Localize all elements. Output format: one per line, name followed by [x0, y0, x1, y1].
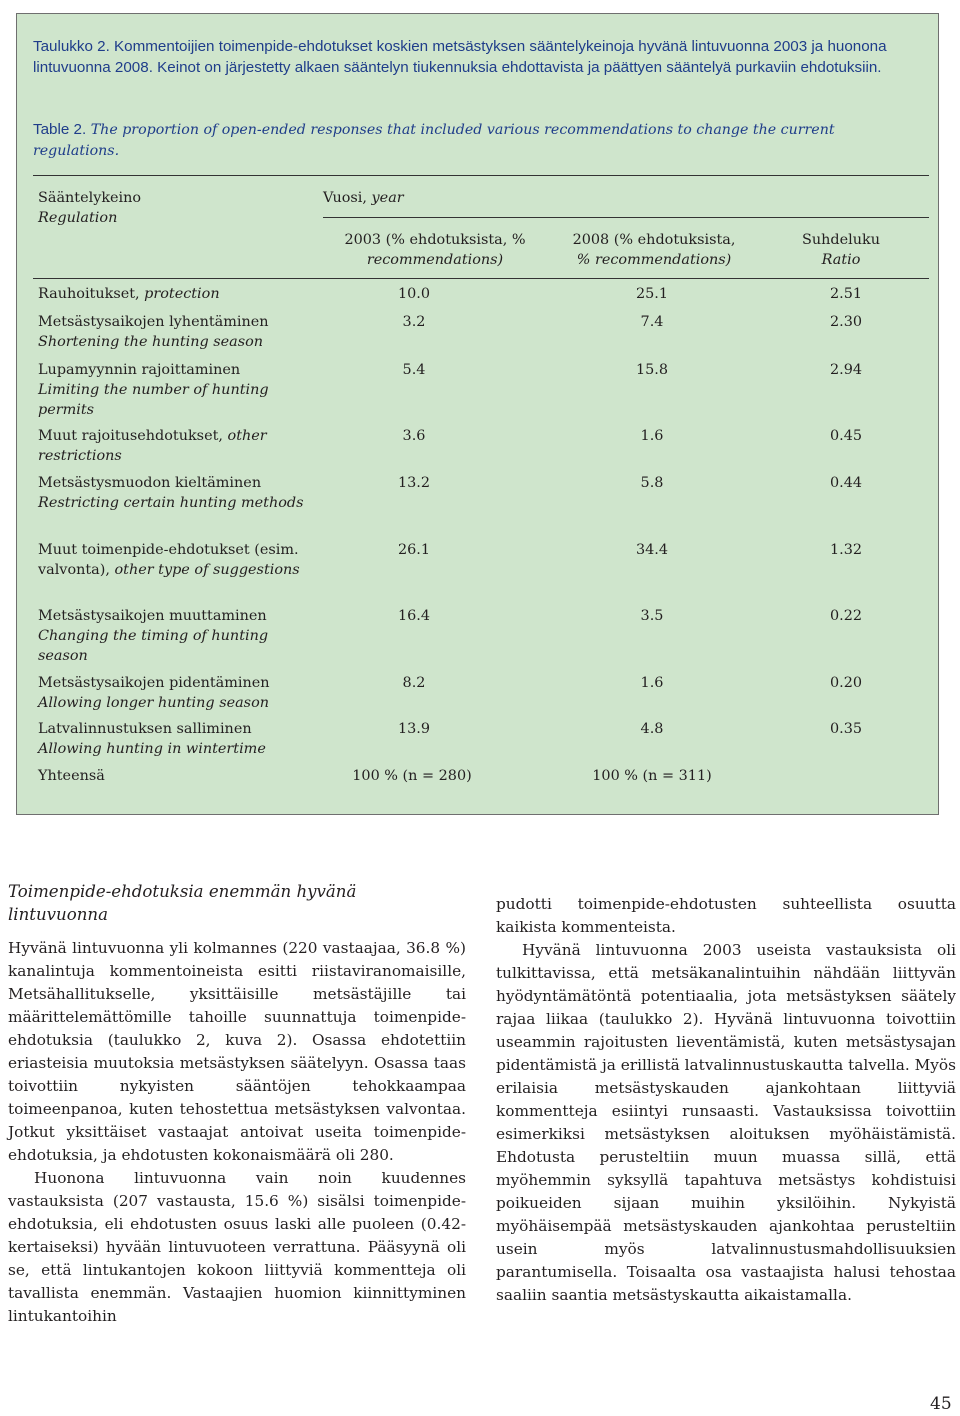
row-label-en: other type of suggestions — [114, 562, 300, 578]
header-2003-line1: 2003 (% ehdotuksista, % — [344, 232, 526, 248]
cell-2008: 25.1 — [635, 286, 669, 302]
body-column-left — [8, 937, 466, 1328]
header-2008 — [549, 230, 759, 270]
year-header-rule — [323, 217, 929, 218]
header-ratio-en: Ratio — [821, 252, 861, 268]
cell-2008: 7.4 — [640, 314, 664, 330]
row-label-fi: Metsästysaikojen muuttaminen — [38, 608, 267, 624]
cell-2003: 13.2 — [397, 475, 431, 491]
paragraph: pudotti toimenpide-ehdotusten suhteellista osuutta kaikista kommenteista. — [496, 895, 956, 936]
table-caption-english — [33, 119, 923, 162]
header-2008-line2: % recommendations) — [576, 252, 732, 268]
header-2008-line1: 2008 (% ehdotuksista, — [572, 232, 736, 248]
header-ratio-fi: Suhdeluku — [802, 232, 880, 248]
paragraph: Hyvänä lintuvuonna yli kolmannes (220 vastaajaa, 36.8 %) kanalintuja kommentoineista esitti riistaviranomaisille, Metsähallitukselle, yksittäisille metsästäjille tai määrittelemättömille tahoille suunnattuja toimenpide-ehdotuksia (taulukko 2, kuva 2). Osassa ehdotettiin eriasteisia muutoksia metsästyksen säätelyyn. Osassa taas toivottiin nykyisten sääntöjen tehokkaampaa toimeenpanoa, kuten tehostettua metsästyksen valvontaa. Jotkut yksittäiset vastaajat antoivat useita toimenpide-ehdotuksia, ja ehdotusten kokonaismäärä oli 280. — [8, 939, 466, 1164]
row-label-fi: Metsästysaikojen pidentäminen — [38, 675, 270, 691]
table-row-label — [38, 673, 313, 713]
cell-ratio: 0.22 — [829, 608, 863, 624]
header-2003 — [330, 230, 540, 270]
body-column-right — [496, 893, 956, 1307]
section-subheading: Toimenpide-ehdotuksia enemmän hyvänä lintuvuonna — [8, 882, 357, 924]
cell-2008: 34.4 — [635, 542, 669, 558]
header-regulation-fi: Sääntelykeino — [38, 190, 142, 206]
cell-2008: 15.8 — [635, 362, 669, 378]
table-caption-finnish: Taulukko 2. Kommentoijien toimenpide-ehdotukset koskien metsästyksen sääntelykeinoja hyvänä lintuvuonna 2003 ja huonona lintuvuonna 2008. Keinot on järjestetty alkaen sääntelyn tiukennuksia ehdottavista ja päättyen sääntelyä purkaviin ehdotuksiin. — [33, 38, 887, 76]
cell-2003: 26.1 — [397, 542, 431, 558]
cell-ratio: 0.45 — [829, 428, 863, 444]
total-2003: 100 % (n = 280) — [352, 768, 472, 784]
paragraph: Huonona lintuvuonna vain noin kuudennes vastauksista (207 vastausta, 15.6 %) sisälsi toimenpide-ehdotuksia, eli ehdotusten osuus laski alle puoleen (0.42-kertaiseksi) hyvään lintuvuoteen verrattuna. Pääsyynä oli se, että lintukantojen kokoon liittyviä kommentteja oli tavallista enemmän. Vastaajien huomion kiinnittyminen lintukantoihin — [8, 1169, 466, 1325]
cell-ratio: 0.20 — [829, 675, 863, 691]
table-label: Table 2. — [33, 121, 87, 138]
table-row-label — [38, 312, 313, 352]
row-label-fi: Rauhoitukset, — [38, 286, 145, 302]
cell-ratio: 2.30 — [829, 314, 863, 330]
row-label-fi: Latvalinnustuksen salliminen — [38, 721, 252, 737]
page-number: 45 — [930, 1394, 952, 1414]
row-label-en: Shortening the hunting season — [38, 334, 264, 350]
cell-ratio: 2.94 — [829, 362, 863, 378]
row-label-en: protection — [144, 286, 220, 302]
table-row-label — [38, 426, 313, 466]
cell-2008: 3.5 — [640, 608, 664, 624]
table-row-label — [38, 473, 313, 513]
cell-2003: 3.2 — [402, 314, 426, 330]
table-row-label — [38, 606, 313, 666]
header-regulation-en: Regulation — [38, 210, 118, 226]
header-year-fi: Vuosi, — [323, 190, 372, 206]
row-label-en: Allowing hunting in wintertime — [38, 741, 266, 757]
total-label: Yhteensä — [38, 768, 105, 784]
cell-ratio: 2.51 — [829, 286, 863, 302]
total-2008: 100 % (n = 311) — [592, 768, 712, 784]
row-label-en: Restricting certain hunting methods — [38, 495, 304, 511]
row-label-fi: Muut toimenpide-ehdotukset (esim. valvonta), — [38, 542, 299, 578]
header-ratio — [781, 230, 901, 270]
cell-2008: 4.8 — [640, 721, 664, 737]
row-label-fi: Muut rajoitusehdotukset, — [38, 428, 228, 444]
header-2003-line2: recommendations) — [366, 252, 504, 268]
cell-ratio: 0.44 — [829, 475, 863, 491]
table-caption-text: The proportion of open-ended responses that included various recommendations to change the current regulations. — [33, 122, 835, 159]
table-row-label — [38, 719, 313, 759]
table-row-label — [38, 360, 313, 420]
row-label-en: other restrictions — [38, 428, 267, 464]
table-row-label — [38, 284, 313, 304]
row-label-fi: Metsästysmuodon kieltäminen — [38, 475, 262, 491]
cell-2003: 5.4 — [402, 362, 426, 378]
row-label-fi: Metsästysaikojen lyhentäminen — [38, 314, 269, 330]
cell-2008: 5.8 — [640, 475, 664, 491]
header-year — [323, 188, 404, 208]
paragraph: Hyvänä lintuvuonna 2003 useista vastauksista oli tulkittavissa, että metsäkanalintuihin nähdään liittyvän hyödyntämätöntä potentiaalia, jota metsästyksen säätely rajaa liikaa (taulukko 2). Hyvänä lintuvuonna toivottiin useammin rajoitusten lieventämistä, kuten metsästysajan pidentämistä ja erillistä latvalinnustuskautta talvella. Myös erilaisia metsästyskauden ajankohtaan liittyviä kommentteja esiintyi runsaasti. Vastauksissa toivottiin esimerkiksi metsästyksen aloituksen myöhäistämistä. Ehdotusta perusteltiin muun muassa sillä, että myöhemmin syksyllä tapahtuva metsästys kohdistuisi poikueiden sijaan muihin yksilöihin. Nykyistä myöhäisempää metsästyskauden ajankohtaa perusteltiin usein myös latvalinnustusmahdollisuuksien parantumisella. Toisaalta osa vastaajista halusi tehostaa saaliin saantia metsästyskautta aikaistamalla. — [496, 941, 956, 1304]
cell-ratio: 0.35 — [829, 721, 863, 737]
cell-2003: 13.9 — [397, 721, 431, 737]
table-top-rule — [33, 175, 929, 176]
cell-2003: 8.2 — [402, 675, 426, 691]
cell-ratio: 1.32 — [829, 542, 863, 558]
row-label-en: Allowing longer hunting season — [38, 695, 269, 711]
row-label-en: Changing the timing of hunting season — [38, 628, 269, 664]
cell-2003: 16.4 — [397, 608, 431, 624]
cell-2003: 10.0 — [397, 286, 431, 302]
cell-2003: 3.6 — [402, 428, 426, 444]
table-panel — [16, 13, 939, 815]
cell-2008: 1.6 — [640, 428, 664, 444]
row-label-en: Limiting the number of hunting permits — [38, 382, 269, 418]
header-year-en: year — [371, 190, 404, 206]
row-label-fi: Lupamyynnin rajoittaminen — [38, 362, 241, 378]
cell-2008: 1.6 — [640, 675, 664, 691]
table-header-rule — [33, 278, 929, 279]
table-row-label — [38, 540, 313, 580]
